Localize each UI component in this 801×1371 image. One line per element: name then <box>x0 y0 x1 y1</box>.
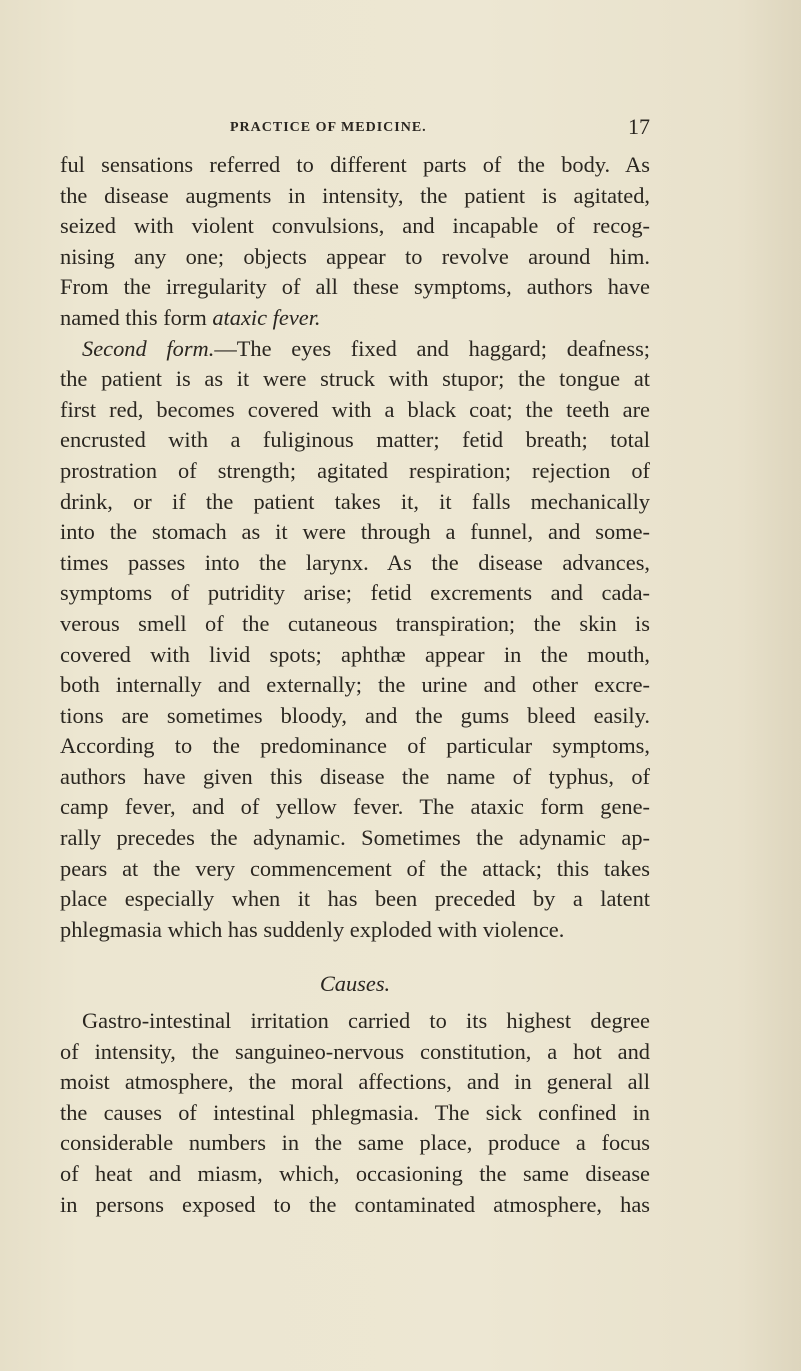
text-line: the disease augments in intensity, the patient is agitated, <box>60 182 650 208</box>
text-line: nising any one; objects appear to revolve around him. <box>60 243 650 269</box>
running-title: PRACTICE OF MEDICINE. <box>230 120 427 135</box>
text-line: first red, becomes covered with a black coat; the teeth are <box>60 396 650 422</box>
running-head <box>60 114 650 142</box>
text-line: prostration of strength; agitated respiration; rejection of <box>60 457 650 483</box>
text-line: encrusted with a fuliginous matter; fetid breath; total <box>60 427 650 453</box>
text-line: authors have given this disease the name of typhus, of <box>60 763 650 789</box>
page-number: 17 <box>628 114 650 139</box>
italic-term: Second form. <box>82 335 215 361</box>
text-line: From the irregularity of all these symptoms, authors have <box>60 274 650 300</box>
text-line <box>60 303 650 334</box>
text-line: Gastro-intestinal irritation carried to its highest degree <box>82 1008 650 1034</box>
text-line: the patient is as it were struck with stupor; the tongue at <box>60 366 650 392</box>
text-line: into the stomach as it were through a funnel, and some- <box>60 519 650 545</box>
text-line: in persons exposed to the contaminated atmosphere, has <box>60 1191 650 1217</box>
italic-term: ataxic fever. <box>212 304 321 330</box>
text-line: tions are sometimes bloody, and the gums bleed easily. <box>60 702 650 728</box>
text-line: both internally and externally; the urine and other excre- <box>60 672 650 698</box>
text-run: named this form <box>60 304 213 330</box>
body-text <box>60 150 650 1220</box>
text-line: pears at the very commencement of the attack; this takes <box>60 855 650 881</box>
text-line: According to the predominance of particular symptoms, <box>60 733 650 759</box>
text-line: considerable numbers in the same place, produce a focus <box>60 1130 650 1156</box>
text-line: drink, or if the patient takes it, it falls mechanically <box>60 488 650 514</box>
text-line: symptoms of putridity arise; fetid excrements and cada- <box>60 580 650 606</box>
text-run: —The eyes fixed and haggard; deafness; <box>214 335 651 361</box>
text-line: moist atmosphere, the moral affections, and in general all <box>60 1069 650 1095</box>
text-line: verous smell of the cutaneous transpiration; the skin is <box>60 610 650 636</box>
text-line: covered with livid spots; aphthæ appear in the mouth, <box>60 641 650 667</box>
text-line: of intensity, the sanguineo-nervous constitution, a hot and <box>60 1038 650 1064</box>
text-line: times passes into the larynx. As the disease advances, <box>60 549 650 575</box>
text-line <box>60 334 650 365</box>
text-line: of heat and miasm, which, occasioning the same disease <box>60 1161 650 1186</box>
text-line: rally precedes the adynamic. Sometimes the adynamic ap- <box>60 825 650 851</box>
text-line: ful sensations referred to different parts of the body. As <box>60 152 650 177</box>
text-line: camp fever, and of yellow fever. The ataxic form gene- <box>60 794 650 820</box>
text-line: seized with violent convulsions, and incapable of recog- <box>60 213 650 239</box>
text-line: place especially when it has been preceded by a latent <box>60 886 650 912</box>
text-line: phlegmasia which has suddenly exploded with violence. <box>60 916 565 942</box>
section-heading: Causes. <box>319 971 391 997</box>
text-line: the causes of intestinal phlegmasia. The sick confined in <box>60 1099 650 1125</box>
